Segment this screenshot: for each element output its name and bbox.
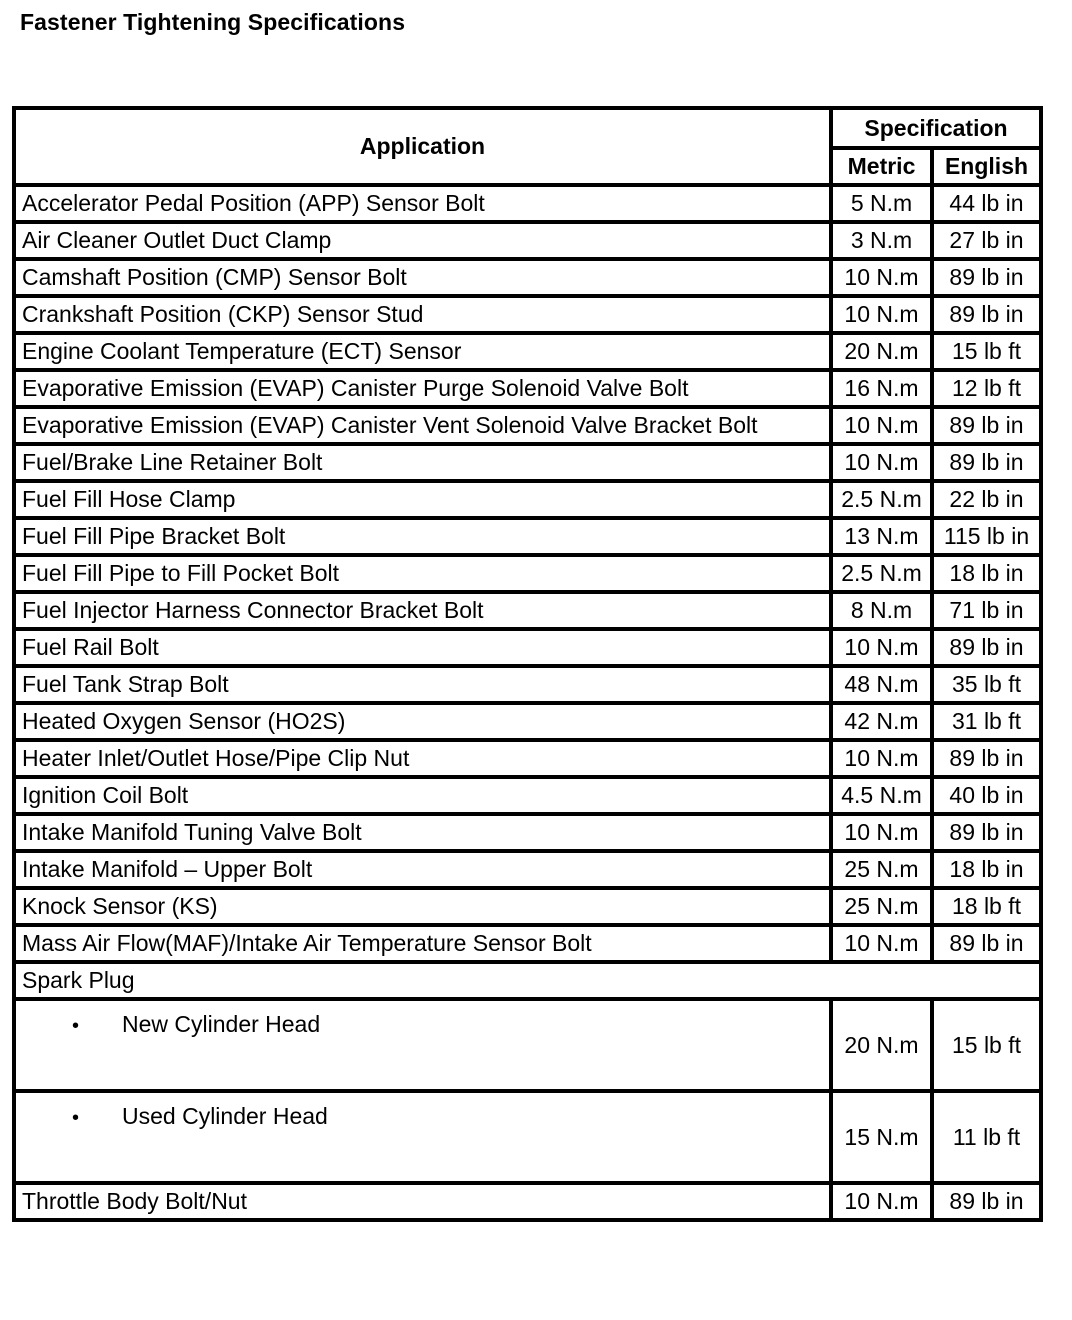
table-row <box>14 296 1041 333</box>
english-cell: 27 lb in <box>932 222 1041 259</box>
metric-cell: 4.5 N.m <box>831 777 932 814</box>
application-cell: Evaporative Emission (EVAP) Canister Purge Solenoid Valve Bolt <box>14 370 831 407</box>
table-row <box>14 1183 1041 1220</box>
spec-table <box>12 106 1043 1222</box>
metric-cell: 10 N.m <box>831 814 932 851</box>
bullet-icon: • <box>72 1015 80 1037</box>
table-row <box>14 259 1041 296</box>
table-row <box>14 444 1041 481</box>
table-row-group-label <box>14 962 1041 999</box>
application-cell: Crankshaft Position (CKP) Sensor Stud <box>14 296 831 333</box>
metric-cell: 25 N.m <box>831 851 932 888</box>
table-row <box>14 703 1041 740</box>
english-cell: 89 lb in <box>932 259 1041 296</box>
metric-cell: 2.5 N.m <box>831 481 932 518</box>
application-cell: Knock Sensor (KS) <box>14 888 831 925</box>
table-row <box>14 333 1041 370</box>
english-cell: 40 lb in <box>932 777 1041 814</box>
english-cell: 89 lb in <box>932 407 1041 444</box>
english-cell: 89 lb in <box>932 1183 1041 1220</box>
application-cell: Intake Manifold – Upper Bolt <box>14 851 831 888</box>
english-cell: 18 lb in <box>932 851 1041 888</box>
metric-cell: 5 N.m <box>831 185 932 222</box>
metric-cell: 48 N.m <box>831 666 932 703</box>
application-cell <box>14 999 831 1091</box>
application-header: Application <box>14 108 831 185</box>
table-subrow <box>14 999 1041 1091</box>
sub-application-label: New Cylinder Head <box>122 1011 321 1037</box>
application-cell: Camshaft Position (CMP) Sensor Bolt <box>14 259 831 296</box>
english-cell: 35 lb ft <box>932 666 1041 703</box>
metric-cell: 13 N.m <box>831 518 932 555</box>
english-cell: 18 lb in <box>932 555 1041 592</box>
metric-cell: 10 N.m <box>831 629 932 666</box>
table-row <box>14 777 1041 814</box>
english-cell: 15 lb ft <box>932 333 1041 370</box>
sub-application-label: Used Cylinder Head <box>122 1103 328 1129</box>
metric-cell: 10 N.m <box>831 407 932 444</box>
english-cell: 89 lb in <box>932 296 1041 333</box>
application-cell: Accelerator Pedal Position (APP) Sensor Bolt <box>14 185 831 222</box>
english-cell: 11 lb ft <box>932 1091 1041 1183</box>
application-cell: Fuel Tank Strap Bolt <box>14 666 831 703</box>
english-cell: 15 lb ft <box>932 999 1041 1091</box>
table-row <box>14 407 1041 444</box>
header-row <box>14 108 1041 148</box>
english-cell: 89 lb in <box>932 629 1041 666</box>
application-cell: Fuel Injector Harness Connector Bracket Bolt <box>14 592 831 629</box>
metric-cell: 10 N.m <box>831 1183 932 1220</box>
page-title: Fastener Tightening Specifications <box>20 9 406 35</box>
table-row <box>14 592 1041 629</box>
application-cell: Fuel Fill Hose Clamp <box>14 481 831 518</box>
table-row <box>14 185 1041 222</box>
table-row <box>14 629 1041 666</box>
table-row <box>14 481 1041 518</box>
table-row <box>14 666 1041 703</box>
application-cell: Fuel Fill Pipe Bracket Bolt <box>14 518 831 555</box>
english-header: English <box>932 148 1041 185</box>
metric-cell: 25 N.m <box>831 888 932 925</box>
metric-header: Metric <box>831 148 932 185</box>
application-cell: Throttle Body Bolt/Nut <box>14 1183 831 1220</box>
english-cell: 71 lb in <box>932 592 1041 629</box>
specification-header: Specification <box>831 108 1041 148</box>
english-cell: 44 lb in <box>932 185 1041 222</box>
metric-cell: 20 N.m <box>831 999 932 1091</box>
english-cell: 89 lb in <box>932 814 1041 851</box>
metric-cell: 8 N.m <box>831 592 932 629</box>
english-cell: 18 lb ft <box>932 888 1041 925</box>
metric-cell: 10 N.m <box>831 259 932 296</box>
application-cell: Air Cleaner Outlet Duct Clamp <box>14 222 831 259</box>
application-cell: Heated Oxygen Sensor (HO2S) <box>14 703 831 740</box>
application-cell: Evaporative Emission (EVAP) Canister Vent Solenoid Valve Bracket Bolt <box>14 407 831 444</box>
table-row <box>14 851 1041 888</box>
metric-cell: 10 N.m <box>831 296 932 333</box>
table-row <box>14 370 1041 407</box>
metric-cell: 10 N.m <box>831 925 932 962</box>
table-row <box>14 814 1041 851</box>
english-cell: 89 lb in <box>932 740 1041 777</box>
table-row <box>14 925 1041 962</box>
application-cell: Heater Inlet/Outlet Hose/Pipe Clip Nut <box>14 740 831 777</box>
table-row <box>14 518 1041 555</box>
metric-cell: 16 N.m <box>831 370 932 407</box>
metric-cell: 15 N.m <box>831 1091 932 1183</box>
table-row <box>14 888 1041 925</box>
english-cell: 31 lb ft <box>932 703 1041 740</box>
spark-plug-label: Spark Plug <box>14 962 1041 999</box>
application-cell: Intake Manifold Tuning Valve Bolt <box>14 814 831 851</box>
english-cell: 89 lb in <box>932 925 1041 962</box>
table-row <box>14 555 1041 592</box>
metric-cell: 2.5 N.m <box>831 555 932 592</box>
english-cell: 89 lb in <box>932 444 1041 481</box>
english-cell: 115 lb in <box>932 518 1041 555</box>
metric-cell: 20 N.m <box>831 333 932 370</box>
metric-cell: 10 N.m <box>831 444 932 481</box>
application-cell: Engine Coolant Temperature (ECT) Sensor <box>14 333 831 370</box>
application-cell: Mass Air Flow(MAF)/Intake Air Temperature Sensor Bolt <box>14 925 831 962</box>
application-cell: Fuel/Brake Line Retainer Bolt <box>14 444 831 481</box>
table-subrow <box>14 1091 1041 1183</box>
bullet-icon: • <box>72 1107 80 1129</box>
application-cell: Fuel Fill Pipe to Fill Pocket Bolt <box>14 555 831 592</box>
table-row <box>14 740 1041 777</box>
table-row <box>14 222 1041 259</box>
application-cell: Fuel Rail Bolt <box>14 629 831 666</box>
metric-cell: 42 N.m <box>831 703 932 740</box>
application-cell <box>14 1091 831 1183</box>
application-cell: Ignition Coil Bolt <box>14 777 831 814</box>
metric-cell: 10 N.m <box>831 740 932 777</box>
metric-cell: 3 N.m <box>831 222 932 259</box>
english-cell: 12 lb ft <box>932 370 1041 407</box>
english-cell: 22 lb in <box>932 481 1041 518</box>
